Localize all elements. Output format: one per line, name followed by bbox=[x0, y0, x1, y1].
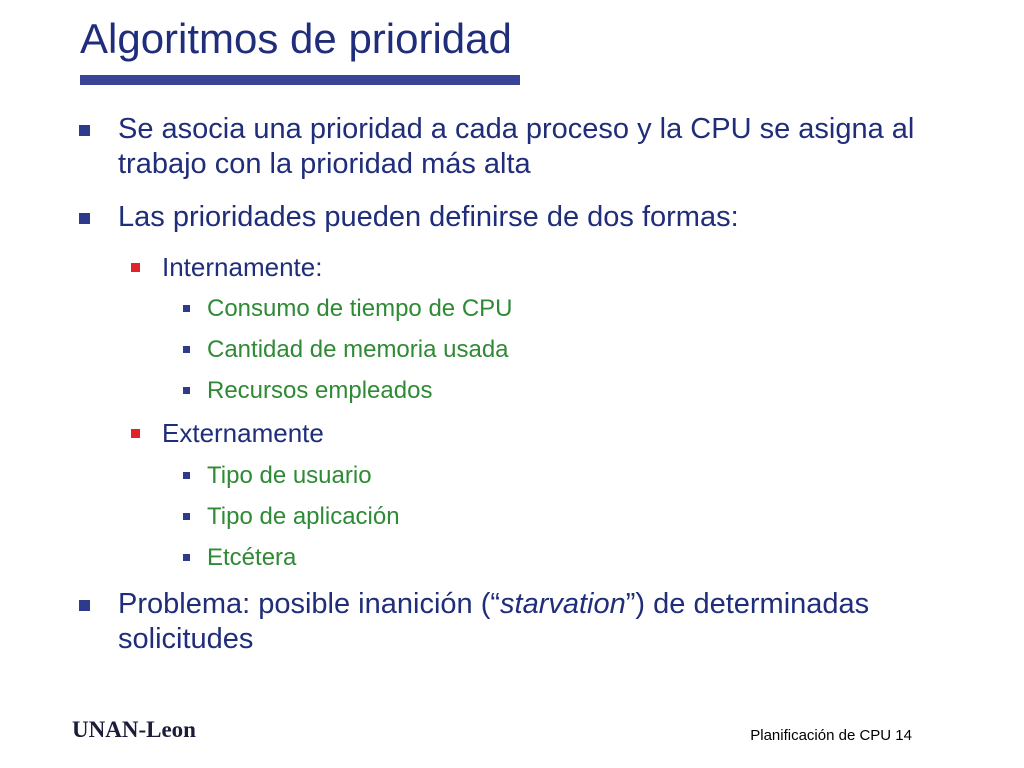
square-bullet-icon bbox=[183, 554, 190, 561]
footer-institution: UNAN-Leon bbox=[72, 717, 196, 742]
square-bullet-icon bbox=[79, 125, 90, 136]
sub-bullet-item-externamente bbox=[162, 418, 324, 450]
square-bullet-icon bbox=[131, 263, 140, 272]
square-bullet-icon bbox=[183, 305, 190, 312]
slide-title: Algoritmos de prioridad bbox=[80, 15, 512, 62]
sub-sub-bullet-item bbox=[207, 376, 432, 405]
bullet-text: Consumo de tiempo de CPU bbox=[207, 295, 513, 322]
bullet-item-2 bbox=[118, 200, 938, 235]
square-bullet-icon bbox=[183, 346, 190, 353]
bullet-text: Tipo de aplicación bbox=[207, 503, 400, 530]
square-bullet-icon bbox=[183, 387, 190, 394]
sub-sub-bullet-item bbox=[207, 502, 400, 531]
bullet-text-emphasis: starvation bbox=[500, 588, 626, 620]
sub-sub-bullet-item bbox=[207, 543, 296, 572]
square-bullet-icon bbox=[183, 472, 190, 479]
bullet-text: Se asocia una prioridad a cada proceso y la CPU se asigna al trabajo con la prioridad más alta bbox=[118, 113, 915, 181]
bullet-text-before: Problema: posible inanición (“ bbox=[118, 588, 501, 620]
bullet-text: Etcétera bbox=[207, 544, 297, 571]
square-bullet-icon bbox=[79, 600, 90, 611]
bullet-text: Externamente bbox=[162, 418, 324, 448]
footer-slide-label: Planificación de CPU 14 bbox=[750, 727, 912, 744]
bullet-text: Las prioridades pueden definirse de dos formas: bbox=[118, 201, 739, 233]
square-bullet-icon bbox=[131, 429, 140, 438]
sub-sub-bullet-item bbox=[207, 335, 509, 364]
bullet-text: Internamente: bbox=[162, 252, 323, 282]
bullet-item-1 bbox=[118, 112, 938, 183]
sub-sub-bullet-item bbox=[207, 461, 372, 490]
bullet-text: Cantidad de memoria usada bbox=[207, 336, 509, 363]
square-bullet-icon bbox=[183, 513, 190, 520]
square-bullet-icon bbox=[79, 213, 90, 224]
bullet-item-3 bbox=[118, 587, 938, 658]
sub-sub-bullet-item bbox=[207, 294, 512, 323]
sub-bullet-item-internamente bbox=[162, 252, 322, 284]
bullet-text-after: ”) de determinadas solicitudes bbox=[118, 588, 870, 656]
bullet-text: Tipo de usuario bbox=[207, 462, 372, 489]
bullet-text: Recursos empleados bbox=[207, 377, 433, 404]
